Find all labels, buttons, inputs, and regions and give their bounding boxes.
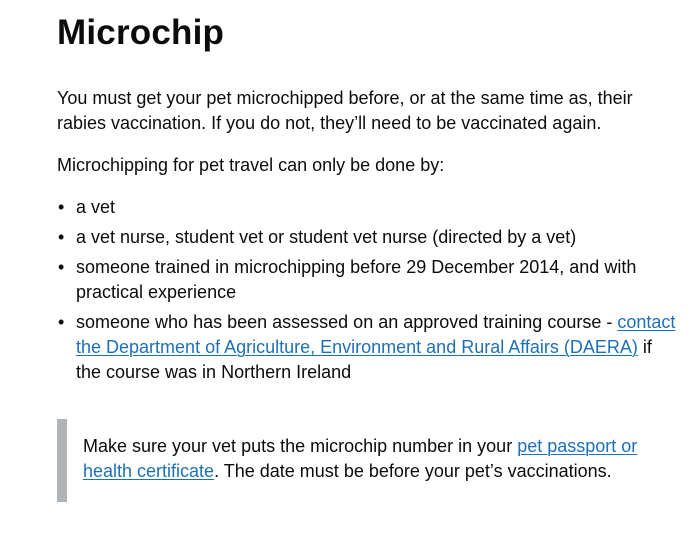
list-item — [57, 310, 678, 385]
list-item-text: someone trained in microchipping before 29 December 2014, and with practical experience — [76, 257, 637, 302]
bullet-icon: • — [58, 197, 65, 217]
list-item-text-before: someone who has been assessed on an approved training course - — [76, 312, 618, 332]
list-item — [57, 225, 678, 250]
list-item-text: a vet nurse, student vet or student vet nurse (directed by a vet) — [76, 227, 577, 247]
bullet-icon: • — [58, 312, 65, 332]
list-item — [57, 255, 678, 305]
pet-passport-link[interactable]: pet passport or health certificate — [83, 436, 638, 481]
bullet-icon: • — [58, 227, 65, 247]
microchip-provider-list — [57, 195, 678, 385]
bullet-icon: • — [58, 257, 65, 277]
page-title: Microchip — [57, 13, 225, 52]
inset-text-after: . The date must be before your pet’s vaccinations. — [214, 461, 612, 481]
contact-daera-link[interactable]: contact the Department of Agriculture, Environment and Rural Affairs (DAERA) — [76, 312, 676, 357]
list-item-text: a vet — [76, 197, 116, 217]
list-intro-paragraph: Microchipping for pet travel can only be done by: — [57, 155, 445, 175]
intro-paragraph: You must get your pet microchipped before, or at the same time as, their rabies vaccination. If you do not, they’ll need to be vaccinated again. — [57, 88, 633, 133]
inset-text — [57, 419, 667, 502]
inset-text-before: Make sure your vet puts the microchip number in your — [83, 436, 518, 456]
list-item — [57, 195, 678, 220]
list-item-text-after: if the course was in Northern Ireland — [76, 337, 652, 382]
